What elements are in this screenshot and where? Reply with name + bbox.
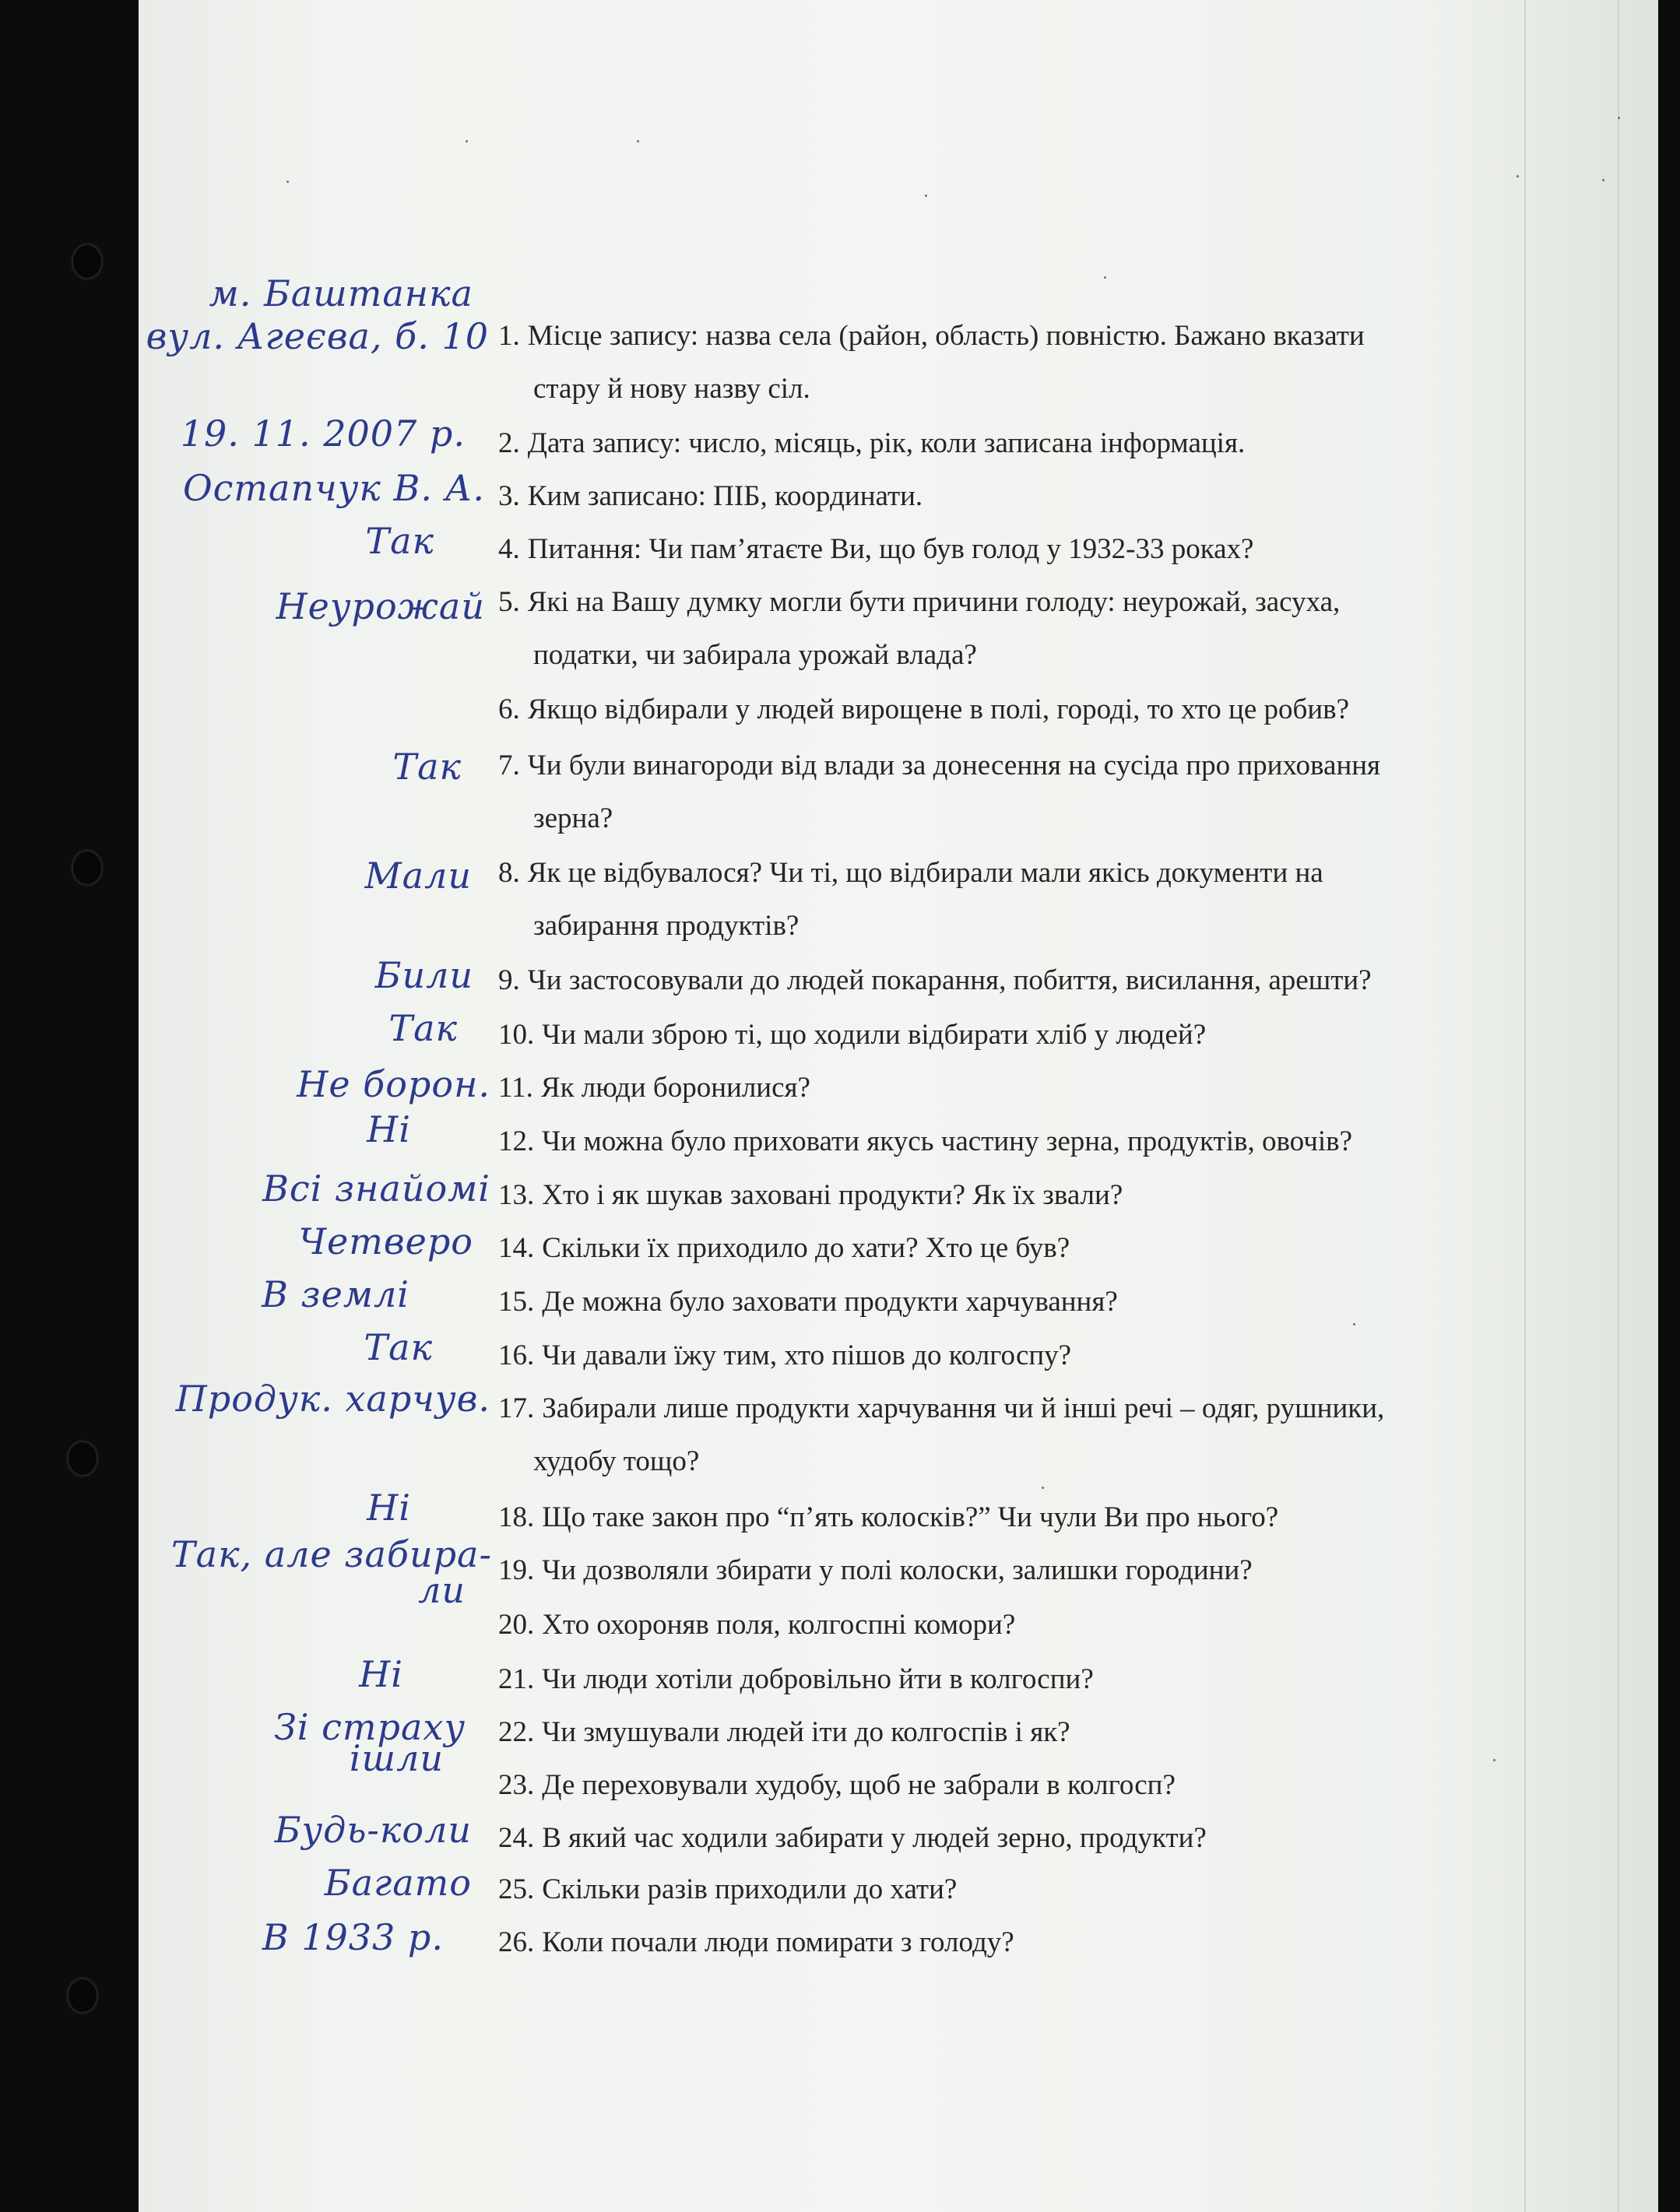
question-7: 7. Чи були винагороди від влади за донесення на сусіда про приховання зерна? (498, 750, 1381, 834)
handwritten-answer: м. Баштанка (209, 272, 473, 314)
question-22: 22. Чи змушували людей іти до колгоспів і як? (498, 1716, 1070, 1748)
punch-hole (73, 851, 101, 884)
question-20: 20. Хто охороняв поля, колгоспні комори? (498, 1609, 1016, 1641)
handwritten-answer: Так (365, 520, 434, 562)
punch-hole (73, 245, 101, 278)
handwritten-answer: Продук. харчув. (175, 1378, 490, 1420)
handwritten-answer: Так (388, 1007, 458, 1049)
dust-speck (1602, 179, 1604, 181)
question-15: 15. Де можна було заховати продукти харчування? (498, 1286, 1118, 1318)
handwritten-answer: ішли (349, 1737, 444, 1779)
question-9: 9. Чи застосовували до людей покарання, побиття, висилання, арешти? (498, 964, 1372, 996)
handwritten-answer: Били (374, 954, 473, 996)
dust-speck (286, 181, 289, 183)
question-19: 19. Чи дозволяли збирати у полі колоски, залишки городини? (498, 1554, 1253, 1586)
handwritten-answer: Не борон. (297, 1063, 490, 1105)
handwritten-answer: Ні (367, 1108, 411, 1150)
dust-speck (637, 140, 639, 142)
dust-speck (1493, 1759, 1495, 1761)
question-18: 18. Що таке закон про “п’ять колосків?” Чи чули Ви про нього? (498, 1501, 1279, 1533)
handwritten-answer: Неурожай (276, 585, 485, 627)
question-4: 4. Питання: Чи пам’ятаєте Ви, що був голод у 1932-33 роках? (498, 533, 1254, 565)
dust-speck (1517, 175, 1519, 177)
question-1: 1. Місце запису: назва села (район, область) повністю. Бажано вказати стару й нову назву сіл. (498, 320, 1365, 405)
dust-speck (925, 195, 927, 197)
question-16: 16. Чи давали їжу тим, хто пішов до колгоспу? (498, 1339, 1072, 1371)
question-5: 5. Які на Вашу думку могли бути причини голоду: неурожай, засуха, податки, чи забирала урожай влада? (498, 586, 1341, 671)
punch-hole (69, 1979, 97, 2012)
handwritten-answer: Так (364, 1326, 433, 1368)
handwritten-answer: Ні (359, 1653, 403, 1695)
question-21: 21. Чи люди хотіли добровільно йти в колгоспи? (498, 1663, 1094, 1695)
question-12: 12. Чи можна було приховати якусь частину зерна, продуктів, овочів? (498, 1125, 1353, 1157)
handwritten-answer: Так (392, 746, 462, 788)
question-13: 13. Хто і як шукав заховані продукти? Як їх звали? (498, 1179, 1123, 1211)
dust-speck (1618, 117, 1620, 119)
question-3: 3. Ким записано: ПІБ, координати. (498, 480, 923, 512)
question-6: 6. Якщо відбирали у людей вирощене в полі, городі, то хто це робив? (498, 693, 1350, 725)
handwritten-answer: 19. 11. 2007 р. (180, 413, 466, 455)
page-fold-line (1524, 0, 1526, 2212)
handwritten-answer: Зі страху (274, 1706, 466, 1748)
question-23: 23. Де переховували худобу, щоб не забрали в колгосп? (498, 1769, 1176, 1801)
question-11: 11. Як люди боронилися? (498, 1072, 810, 1104)
punch-hole (69, 1442, 97, 1475)
handwritten-answer: Ні (367, 1487, 411, 1529)
handwritten-answer: Четверо (298, 1220, 473, 1262)
question-26: 26. Коли почали люди помирати з голоду? (498, 1926, 1014, 1958)
question-25: 25. Скільки разів приходили до хати? (498, 1873, 958, 1905)
handwritten-answer: Будь-коли (274, 1809, 472, 1851)
question-8: 8. Як це відбувалося? Чи ті, що відбирали мали якісь документи на забирання продуктів? (498, 857, 1323, 942)
question-10: 10. Чи мали зброю ті, що ходили відбирати хліб у людей? (498, 1019, 1207, 1051)
handwritten-answer: Остапчук В. А. (182, 467, 485, 509)
question-2: 2. Дата запису: число, місяць, рік, коли записана інформація. (498, 427, 1246, 459)
handwritten-answer: Всі знайомі (262, 1167, 490, 1210)
question-24: 24. В який час ходили забирати у людей зерно, продукти? (498, 1822, 1207, 1854)
dust-speck (1104, 276, 1106, 279)
dust-speck (466, 140, 468, 142)
handwritten-answer: Мали (364, 855, 472, 897)
question-17: 17. Забирали лише продукти харчування чи й інші речі – одяг, рушники, худобу тощо? (498, 1392, 1385, 1477)
page-fold-line (1618, 0, 1619, 2212)
handwritten-answer: В землі (262, 1273, 409, 1315)
handwritten-answer: Так, але забира- (170, 1533, 492, 1575)
question-14: 14. Скільки їх приходило до хати? Хто це був? (498, 1232, 1070, 1264)
handwritten-answer: Багато (324, 1862, 472, 1904)
handwritten-answer: ли (418, 1569, 466, 1611)
handwritten-answer: вул. Агеєва, б. 10 (146, 315, 489, 357)
handwritten-answer: В 1933 р. (262, 1916, 444, 1958)
